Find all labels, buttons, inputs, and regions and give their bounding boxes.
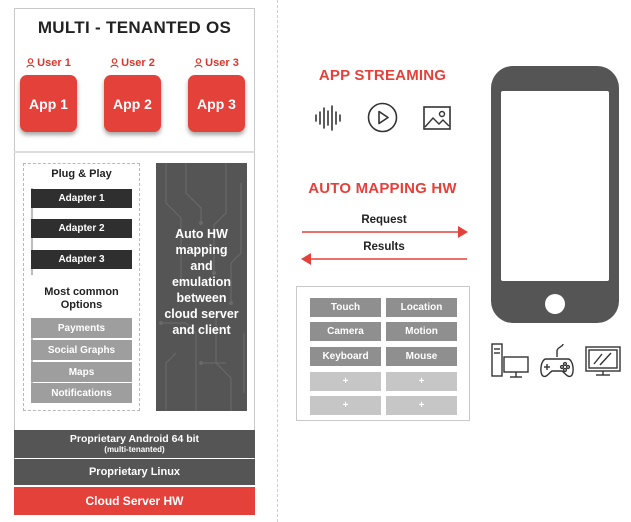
image-icon — [423, 104, 451, 132]
linux-layer: Proprietary Linux — [14, 459, 255, 485]
play-icon — [367, 102, 398, 133]
common-options-title: Most common Options — [44, 286, 119, 311]
audio-wave-icon — [314, 104, 342, 132]
person-icon — [194, 58, 203, 68]
adapter-1: Adapter 1 — [31, 189, 132, 208]
user-2-label: User 2 — [104, 57, 161, 69]
results-arrow — [301, 253, 467, 265]
person-icon — [110, 58, 119, 68]
tv-icon — [584, 344, 622, 380]
cap-touch: Touch — [310, 298, 381, 317]
cap-motion: Motion — [386, 322, 457, 341]
cap-plus: + — [310, 372, 381, 391]
cap-mouse: Mouse — [386, 347, 457, 366]
option-maps: Maps — [31, 362, 132, 382]
os-title: MULTI - TENANTED OS — [37, 18, 232, 37]
android-layer: Proprietary Android 64 bit (multi-tenanted) — [14, 430, 255, 458]
request-arrow — [302, 226, 468, 238]
adapter-2: Adapter 2 — [31, 219, 132, 238]
phone-home-button — [545, 294, 565, 314]
results-label: Results — [363, 241, 405, 253]
gamepad-icon — [538, 343, 576, 381]
adapter-3: Adapter 3 — [31, 250, 132, 269]
option-notifications: Notifications — [31, 383, 132, 403]
app-streaming-title: APP STREAMING — [318, 67, 447, 84]
user-1-label: User 1 — [20, 57, 77, 69]
plug-and-play-title: Plug & Play — [51, 168, 112, 180]
section-divider — [14, 151, 255, 153]
cap-keyboard: Keyboard — [310, 347, 381, 366]
cap-camera: Camera — [310, 322, 381, 341]
request-label: Request — [361, 214, 407, 226]
desktop-computer-icon — [490, 341, 530, 381]
cap-plus: + — [310, 396, 381, 415]
app-1-tile: App 1 — [20, 75, 77, 132]
auto-mapping-title: AUTO MAPPING HW — [308, 180, 457, 197]
user-3-label: User 3 — [188, 57, 245, 69]
option-social-graphs: Social Graphs — [31, 340, 132, 360]
option-payments: Payments — [31, 318, 132, 338]
cloud-server-layer: Cloud Server HW — [14, 487, 255, 515]
person-icon — [26, 58, 35, 68]
app-3-tile: App 3 — [188, 75, 245, 132]
dashed-divider — [277, 0, 278, 522]
phone-screen — [501, 91, 609, 281]
cap-location: Location — [386, 298, 457, 317]
cap-plus: + — [386, 396, 457, 415]
app-2-tile: App 2 — [104, 75, 161, 132]
emulation-text: Auto HW mapping and emulation between cloud server and client — [164, 227, 239, 337]
cap-plus: + — [386, 372, 457, 391]
